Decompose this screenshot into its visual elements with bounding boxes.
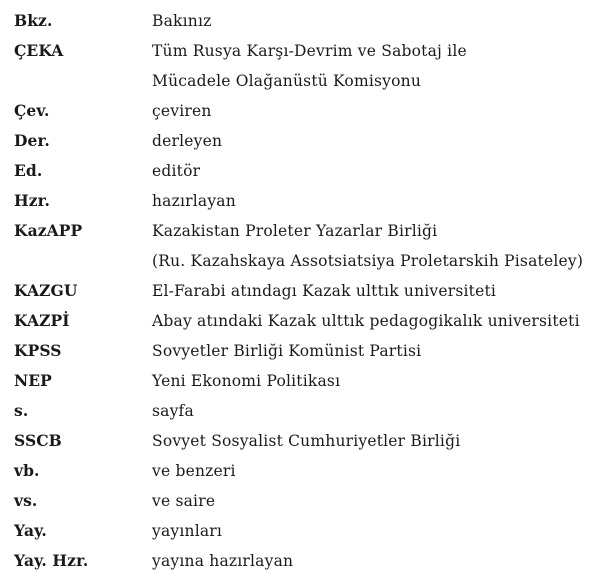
definition-line: Mücadele Olağanüstü Komisyonu [152, 72, 422, 90]
abbreviation-term: ÇEKA [14, 41, 64, 60]
abbreviation-definition [152, 516, 604, 546]
abbreviation-row [14, 456, 604, 486]
abbreviation-row [14, 216, 604, 276]
abbreviation-definition [152, 426, 604, 456]
abbreviation-row [14, 336, 604, 366]
abbreviation-term: s. [14, 401, 29, 420]
definition-line: Abay atındaki Kazak ulttık pedagogikalık universiteti [152, 312, 580, 330]
abbreviation-row [14, 546, 604, 576]
abbreviation-term: KPSS [14, 341, 62, 360]
definition-line: El-Farabi atındagı Kazak ulttık universiteti [152, 282, 497, 300]
abbreviation-row [14, 396, 604, 426]
abbreviation-term: Der. [14, 131, 50, 150]
abbreviation-definition [152, 546, 604, 576]
abbreviation-term: Yay. Hzr. [14, 551, 89, 570]
abbreviation-definition [152, 396, 604, 426]
definition-line: Bakınız [152, 12, 212, 30]
definition-line: hazırlayan [152, 192, 236, 210]
abbreviation-row [14, 96, 604, 126]
abbreviation-definition [152, 186, 604, 216]
abbreviation-term: NEP [14, 371, 52, 390]
definition-line: Yeni Ekonomi Politikası [152, 372, 341, 390]
definition-line: derleyen [152, 132, 223, 150]
abbreviation-definition [152, 6, 604, 36]
abbreviation-row [14, 306, 604, 336]
abbreviation-term: Bkz. [14, 11, 53, 30]
abbreviation-definition [152, 36, 604, 96]
definition-line: (Ru. Kazahskaya Assotsiatsiya Proletarskih Pisateley) [152, 252, 584, 270]
abbreviation-term: SSCB [14, 431, 62, 450]
definition-line: yayına hazırlayan [152, 552, 294, 570]
abbreviation-term: vs. [14, 491, 38, 510]
abbreviation-definition [152, 276, 604, 306]
abbreviation-definition [152, 156, 604, 186]
abbreviation-row [14, 126, 604, 156]
abbreviation-definition [152, 336, 604, 366]
abbreviation-definition [152, 216, 604, 276]
abbreviation-term: KAZGU [14, 281, 78, 300]
abbreviation-term: Çev. [14, 101, 50, 120]
definition-line: çeviren [152, 102, 212, 120]
definition-line: Kazakistan Proleter Yazarlar Birliği [152, 222, 438, 240]
abbreviation-row [14, 6, 604, 36]
definition-line: ve saire [152, 492, 216, 510]
abbreviation-term: KAZPİ [14, 311, 70, 330]
abbreviation-definition [152, 96, 604, 126]
abbreviation-row [14, 426, 604, 456]
definition-line: Sovyet Sosyalist Cumhuriyetler Birliği [152, 432, 461, 450]
abbreviation-definition [152, 456, 604, 486]
abbreviation-row [14, 486, 604, 516]
abbreviation-list [14, 6, 604, 576]
definition-line: Tüm Rusya Karşı-Devrim ve Sabotaj ile [152, 42, 467, 60]
abbreviation-definition [152, 306, 604, 336]
definition-line: ve benzeri [152, 462, 236, 480]
abbreviation-term: Hzr. [14, 191, 50, 210]
abbreviation-term: Ed. [14, 161, 43, 180]
abbreviation-row [14, 156, 604, 186]
abbreviation-term: vb. [14, 461, 40, 480]
abbreviation-term: KazAPP [14, 221, 83, 240]
abbreviation-row [14, 186, 604, 216]
abbreviation-row [14, 366, 604, 396]
abbreviation-row [14, 276, 604, 306]
abbreviation-term: Yay. [14, 521, 47, 540]
abbreviation-definition [152, 486, 604, 516]
abbreviation-definition [152, 366, 604, 396]
definition-line: editör [152, 162, 201, 180]
definition-line: Sovyetler Birliği Komünist Partisi [152, 342, 422, 360]
definition-line: yayınları [152, 522, 223, 540]
abbreviation-row [14, 516, 604, 546]
definition-line: sayfa [152, 402, 194, 420]
abbreviation-row [14, 36, 604, 96]
abbreviation-definition [152, 126, 604, 156]
